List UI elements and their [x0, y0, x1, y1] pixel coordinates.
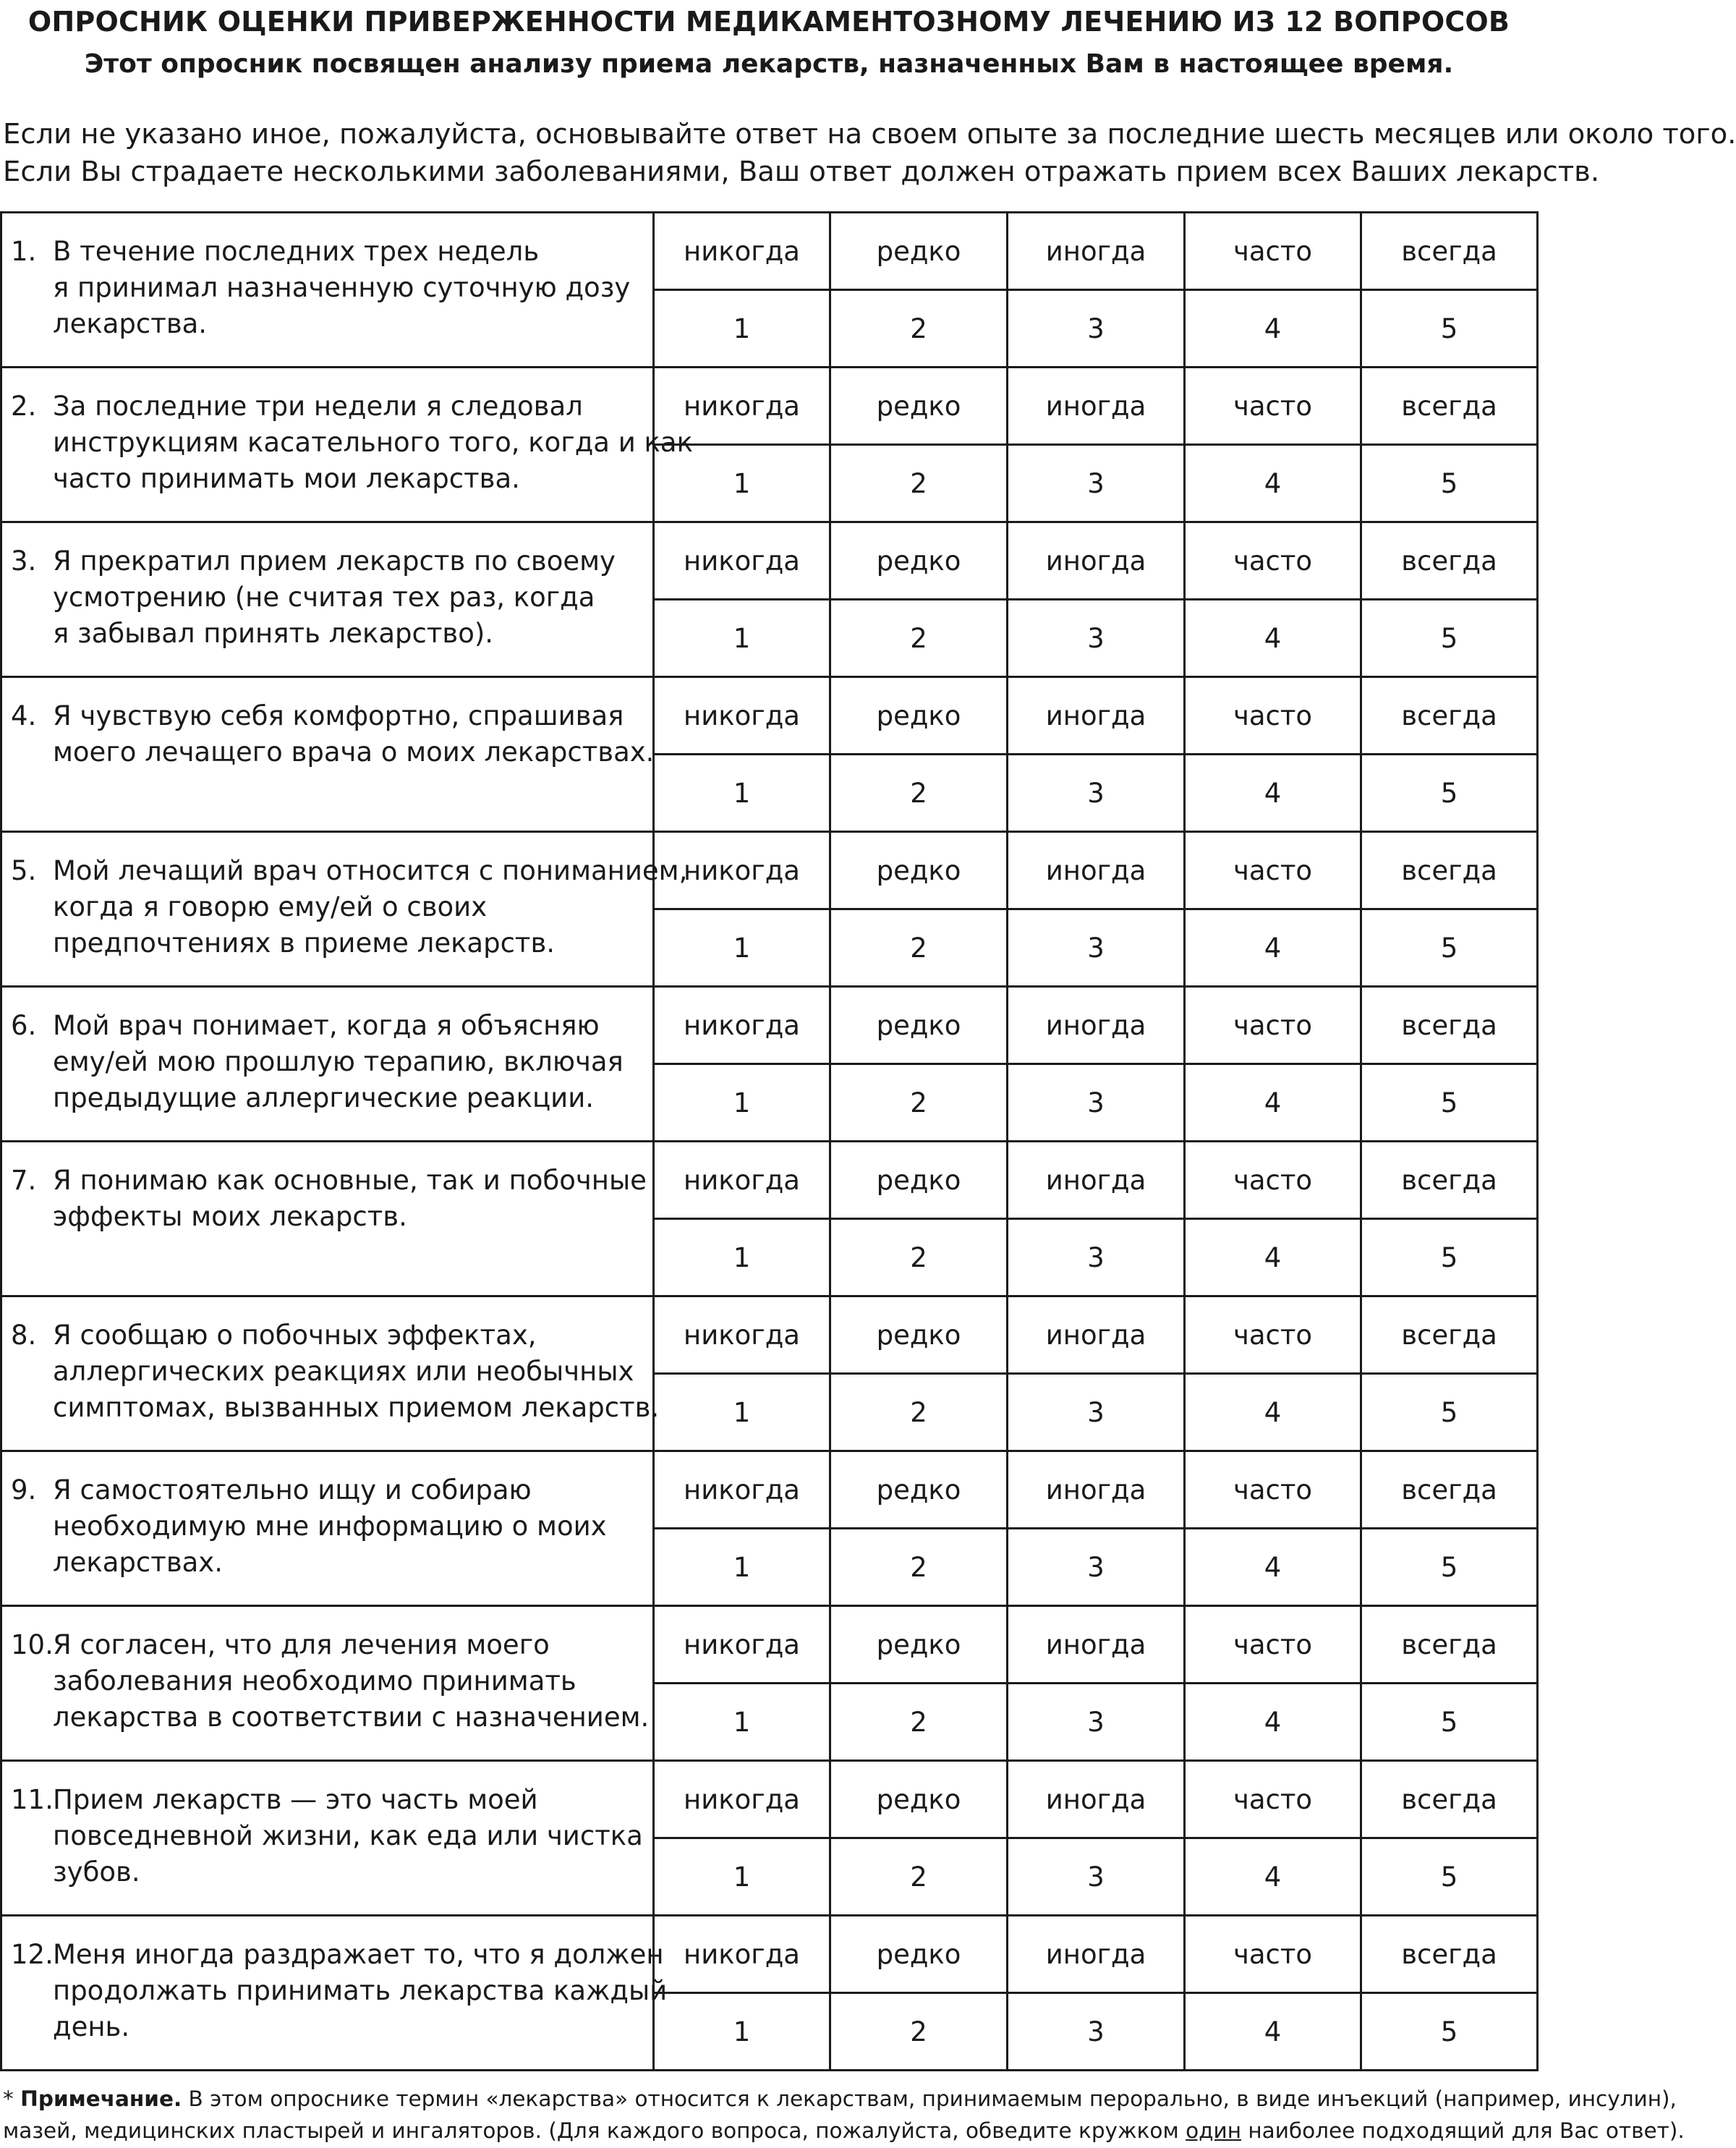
answer-option[interactable]: 3: [1008, 755, 1185, 832]
question-row: [1, 1916, 1538, 1993]
answer-option[interactable]: 5: [1361, 600, 1538, 677]
answer-label: всегда: [1361, 1761, 1538, 1838]
answer-label: всегда: [1361, 522, 1538, 600]
answer-option[interactable]: 3: [1008, 445, 1185, 522]
answer-option[interactable]: 4: [1185, 1529, 1361, 1606]
answer-option[interactable]: 3: [1008, 1374, 1185, 1451]
question-row: [1, 1761, 1538, 1838]
answer-option[interactable]: 2: [830, 909, 1008, 987]
answer-label: часто: [1185, 677, 1361, 755]
answer-label: иногда: [1008, 1296, 1185, 1374]
answer-option[interactable]: 5: [1361, 1529, 1538, 1606]
answer-option[interactable]: 2: [830, 755, 1008, 832]
instructions: [3, 116, 1736, 191]
question-row: [1, 1451, 1538, 1529]
answer-label: всегда: [1361, 1606, 1538, 1684]
question-text-line: я забывал принять лекарство).: [53, 618, 494, 649]
answer-label: иногда: [1008, 522, 1185, 600]
question-text-line: аллергических реакциях или необычных: [53, 1356, 634, 1387]
answer-label: редко: [830, 1916, 1008, 1993]
answer-label: редко: [830, 213, 1008, 290]
answer-option[interactable]: 4: [1185, 1374, 1361, 1451]
answer-label: редко: [830, 1761, 1008, 1838]
question-text-cell: [1, 213, 654, 368]
question-text-line: Я самостоятельно ищу и собираю: [53, 1474, 532, 1506]
question-row: [1, 987, 1538, 1064]
answer-label: редко: [830, 832, 1008, 909]
answer-option[interactable]: 2: [830, 445, 1008, 522]
answer-label: всегда: [1361, 1296, 1538, 1374]
answer-label: никогда: [654, 1451, 830, 1529]
answer-option[interactable]: 1: [654, 1374, 830, 1451]
question-text: [53, 1163, 645, 1235]
question-text-line: лекарства в соответствии с назначением.: [53, 1702, 650, 1733]
answer-option[interactable]: 4: [1185, 1684, 1361, 1761]
answer-option[interactable]: 4: [1185, 1993, 1361, 2071]
answer-label: часто: [1185, 1761, 1361, 1838]
answer-label: никогда: [654, 1142, 830, 1219]
answer-label: никогда: [654, 1296, 830, 1374]
question-text-line: часто принимать мои лекарства.: [53, 463, 520, 494]
instruction-line: Если не указано иное, пожалуйста, основывайте ответ на своем опыте за последние шесть месяцев или около того.: [3, 118, 1736, 150]
answer-label: всегда: [1361, 677, 1538, 755]
question-text-line: лекарства.: [53, 308, 208, 339]
question-text: [53, 1008, 645, 1116]
question-text-line: инструкциям касательного того, когда и как: [53, 427, 693, 458]
question-text-line: лекарствах.: [53, 1547, 223, 1578]
answer-option[interactable]: 1: [654, 755, 830, 832]
footnote-line-1: [3, 2083, 1677, 2115]
answer-label: иногда: [1008, 1916, 1185, 1993]
answer-option[interactable]: 5: [1361, 1993, 1538, 2071]
answer-option[interactable]: 5: [1361, 1374, 1538, 1451]
question-text-cell: [1, 1916, 668, 2071]
footnote-line-2: [3, 2115, 1685, 2147]
answer-label: редко: [830, 368, 1008, 445]
answer-option[interactable]: 2: [830, 1529, 1008, 1606]
question-text: [53, 1317, 660, 1426]
answer-option[interactable]: 1: [654, 445, 830, 522]
answer-option[interactable]: 2: [830, 1064, 1008, 1142]
question-text: [53, 1627, 650, 1736]
question-text-line: Мой врач понимает, когда я объясняю: [53, 1010, 600, 1041]
answer-label: часто: [1185, 213, 1361, 290]
answer-label: иногда: [1008, 1606, 1185, 1684]
answer-option[interactable]: 1: [654, 1219, 830, 1296]
question-text-line: Я сообщаю о побочных эффектах,: [53, 1320, 537, 1351]
answer-label: иногда: [1008, 1451, 1185, 1529]
question-number: 6.: [11, 1010, 37, 1041]
answer-label: никогда: [654, 677, 830, 755]
answer-label: часто: [1185, 368, 1361, 445]
question-text-cell: [1, 522, 654, 677]
question-number: 1.: [11, 236, 37, 267]
answer-option[interactable]: 3: [1008, 1219, 1185, 1296]
answer-option[interactable]: 3: [1008, 600, 1185, 677]
question-number: 8.: [11, 1320, 37, 1351]
answer-label: всегда: [1361, 213, 1538, 290]
answer-option[interactable]: 4: [1185, 1064, 1361, 1142]
footnote-underlined-word: один: [1186, 2118, 1241, 2143]
answer-option[interactable]: 2: [830, 1374, 1008, 1451]
question-text-line: Я прекратил прием лекарств по своему: [53, 546, 616, 577]
answer-label: редко: [830, 1606, 1008, 1684]
question-text-line: моего лечащего врача о моих лекарствах.: [53, 736, 655, 768]
answer-label: никогда: [654, 1606, 830, 1684]
answer-option[interactable]: 4: [1185, 755, 1361, 832]
answer-option[interactable]: 3: [1008, 1838, 1185, 1916]
question-row: [1, 1142, 1538, 1219]
answer-label: иногда: [1008, 677, 1185, 755]
question-text: [53, 1937, 668, 2045]
answer-label: редко: [830, 1296, 1008, 1374]
question-text-line: предпочтениях в приеме лекарств.: [53, 927, 556, 959]
question-text-cell: [1, 1761, 654, 1916]
footnote-asterisk: *: [3, 2087, 21, 2111]
answer-option[interactable]: 4: [1185, 909, 1361, 987]
answer-option[interactable]: 4: [1185, 445, 1361, 522]
answer-option[interactable]: 1: [654, 600, 830, 677]
answer-label: всегда: [1361, 1142, 1538, 1219]
question-text-line: продолжать принимать лекарства каждый: [53, 1975, 668, 2006]
question-text-line: За последние три недели я следовал: [53, 391, 583, 422]
answer-label: никогда: [654, 213, 830, 290]
question-row: [1, 1606, 1538, 1684]
answer-option[interactable]: 1: [654, 1064, 830, 1142]
question-row: [1, 522, 1538, 600]
question-number: 12.: [11, 1939, 54, 1970]
question-row: [1, 677, 1538, 755]
answer-label: никогда: [654, 832, 830, 909]
question-text: [53, 1472, 645, 1581]
question-text: [53, 698, 655, 771]
answer-option[interactable]: 4: [1185, 1838, 1361, 1916]
question-text: [53, 1782, 645, 1890]
answer-option[interactable]: 3: [1008, 1064, 1185, 1142]
answer-option[interactable]: 5: [1361, 445, 1538, 522]
question-text-cell: [1, 1606, 654, 1761]
question-text-line: Мой лечащий врач относится с пониманием,: [53, 855, 688, 886]
answer-label: никогда: [654, 368, 830, 445]
answer-option[interactable]: 1: [654, 1838, 830, 1916]
question-row: [1, 832, 1538, 909]
question-text-cell: [1, 1296, 660, 1451]
question-text-cell: [1, 832, 688, 987]
answer-option[interactable]: 1: [654, 1684, 830, 1761]
question-text: [53, 853, 688, 961]
question-number: 3.: [11, 546, 37, 577]
answer-option[interactable]: 3: [1008, 1684, 1185, 1761]
answer-label: часто: [1185, 1916, 1361, 1993]
question-text-line: когда я говорю ему/ей о своих: [53, 891, 488, 922]
answer-label: иногда: [1008, 1761, 1185, 1838]
answer-option[interactable]: 3: [1008, 1529, 1185, 1606]
question-text-line: повседневной жизни, как еда или чистка: [53, 1820, 643, 1851]
answer-label: часто: [1185, 1606, 1361, 1684]
answer-option[interactable]: 1: [654, 1529, 830, 1606]
question-text: [53, 389, 693, 497]
instruction-line: Если Вы страдаете несколькими заболеваниями, Ваш ответ должен отражать прием всех Ваших лекарств.: [3, 156, 1600, 188]
question-text-line: заболевания необходимо принимать: [53, 1665, 576, 1697]
answer-option[interactable]: 5: [1361, 755, 1538, 832]
answer-label: редко: [830, 1451, 1008, 1529]
answer-label: никогда: [654, 1761, 830, 1838]
answer-option[interactable]: 3: [1008, 1993, 1185, 2071]
footnote-text: мазей, медицинских пластырей и ингаляторов. (Для каждого вопроса, пожалуйста, обведите кружком: [3, 2118, 1186, 2143]
question-text: [53, 543, 645, 652]
question-row: [1, 368, 1538, 445]
question-number: 10.: [11, 1629, 54, 1660]
question-text-line: Я понимаю как основные, так и побочные: [53, 1165, 647, 1196]
answer-label: часто: [1185, 1296, 1361, 1374]
question-number: 9.: [11, 1474, 37, 1506]
answer-label: часто: [1185, 522, 1361, 600]
answer-label: редко: [830, 522, 1008, 600]
answer-option[interactable]: 1: [654, 1993, 830, 2071]
questionnaire-table: [0, 211, 1539, 2071]
question-text-line: Я согласен, что для лечения моего: [53, 1629, 550, 1660]
answer-option[interactable]: 5: [1361, 1064, 1538, 1142]
question-text-line: необходимую мне информацию о моих: [53, 1511, 607, 1542]
question-number: 11.: [11, 1784, 54, 1815]
answer-option[interactable]: 4: [1185, 600, 1361, 677]
question-text-cell: [1, 1451, 654, 1606]
question-text-line: Я чувствую себя комфортно, спрашивая: [53, 700, 624, 731]
answer-option[interactable]: 2: [830, 1838, 1008, 1916]
question-text-line: зубов.: [53, 1856, 140, 1888]
answer-label: редко: [830, 1142, 1008, 1219]
answer-label: всегда: [1361, 1451, 1538, 1529]
answer-option[interactable]: 4: [1185, 290, 1361, 368]
footnote-text: В этом опроснике термин «лекарства» относится к лекарствам, принимаемым перорально, в виде инъекций (например, инсулин),: [182, 2087, 1677, 2111]
answer-label: часто: [1185, 987, 1361, 1064]
answer-option[interactable]: 5: [1361, 290, 1538, 368]
page-title: ОПРОСНИК ОЦЕНКИ ПРИВЕРЖЕННОСТИ МЕДИКАМЕНТОЗНОМУ ЛЕЧЕНИЮ ИЗ 12 ВОПРОСОВ: [27, 6, 1510, 38]
question-text-line: день.: [53, 2011, 130, 2042]
answer-label: никогда: [654, 522, 830, 600]
answer-label: иногда: [1008, 987, 1185, 1064]
answer-option[interactable]: 2: [830, 1219, 1008, 1296]
answer-label: часто: [1185, 1451, 1361, 1529]
answer-option[interactable]: 2: [830, 1993, 1008, 2071]
answer-label: всегда: [1361, 987, 1538, 1064]
question-number: 5.: [11, 855, 37, 886]
question-number: 7.: [11, 1165, 37, 1196]
answer-option[interactable]: 5: [1361, 1684, 1538, 1761]
question-text-cell: [1, 987, 654, 1142]
answer-label: часто: [1185, 832, 1361, 909]
question-text-line: предыдущие аллергические реакции.: [53, 1082, 595, 1113]
answer-label: иногда: [1008, 368, 1185, 445]
answer-option[interactable]: 5: [1361, 1838, 1538, 1916]
answer-option[interactable]: 2: [830, 1684, 1008, 1761]
question-text-line: Прием лекарств — это часть моей: [53, 1784, 538, 1815]
question-number: 4.: [11, 700, 37, 731]
answer-label: редко: [830, 677, 1008, 755]
answer-label: иногда: [1008, 1142, 1185, 1219]
answer-option[interactable]: 3: [1008, 290, 1185, 368]
answer-label: редко: [830, 987, 1008, 1064]
question-row: [1, 213, 1538, 290]
question-text-line: Меня иногда раздражает то, что я должен: [53, 1939, 664, 1970]
question-text-cell: [1, 368, 693, 522]
answer-option[interactable]: 1: [654, 909, 830, 987]
answer-label: иногда: [1008, 832, 1185, 909]
footnote: [3, 2083, 1685, 2147]
answer-label: иногда: [1008, 213, 1185, 290]
question-text-line: ему/ей мою прошлую терапию, включая: [53, 1046, 624, 1077]
question-row: [1, 1296, 1538, 1374]
question-text-line: В течение последних трех недель: [53, 236, 540, 267]
answer-label: всегда: [1361, 832, 1538, 909]
answer-option[interactable]: 4: [1185, 1219, 1361, 1296]
question-text-line: я принимал назначенную суточную дозу: [53, 272, 631, 303]
question-text-line: усмотрению (не считая тех раз, когда: [53, 582, 595, 613]
answer-option[interactable]: 1: [654, 290, 830, 368]
answer-label: часто: [1185, 1142, 1361, 1219]
question-text-line: симптомах, вызванных приемом лекарств.: [53, 1392, 660, 1423]
answer-option[interactable]: 3: [1008, 909, 1185, 987]
question-number: 2.: [11, 391, 37, 422]
answer-label: никогда: [654, 987, 830, 1064]
answer-option[interactable]: 2: [830, 600, 1008, 677]
answer-option[interactable]: 5: [1361, 909, 1538, 987]
question-text-cell: [1, 1142, 654, 1296]
page-subtitle: Этот опросник посвящен анализу приема лекарств, назначенных Вам в настоящее время.: [84, 49, 1454, 79]
answer-label: всегда: [1361, 1916, 1538, 1993]
question-text: [53, 234, 645, 342]
answer-label: никогда: [654, 1916, 830, 1993]
answer-label: всегда: [1361, 368, 1538, 445]
footnote-label: Примечание.: [20, 2087, 182, 2111]
question-text-cell: [1, 677, 654, 832]
answer-option[interactable]: 2: [830, 290, 1008, 368]
question-text-line: эффекты моих лекарств.: [53, 1201, 407, 1232]
footnote-text: наиболее подходящий для Вас ответ).: [1241, 2118, 1685, 2143]
answer-option[interactable]: 5: [1361, 1219, 1538, 1296]
